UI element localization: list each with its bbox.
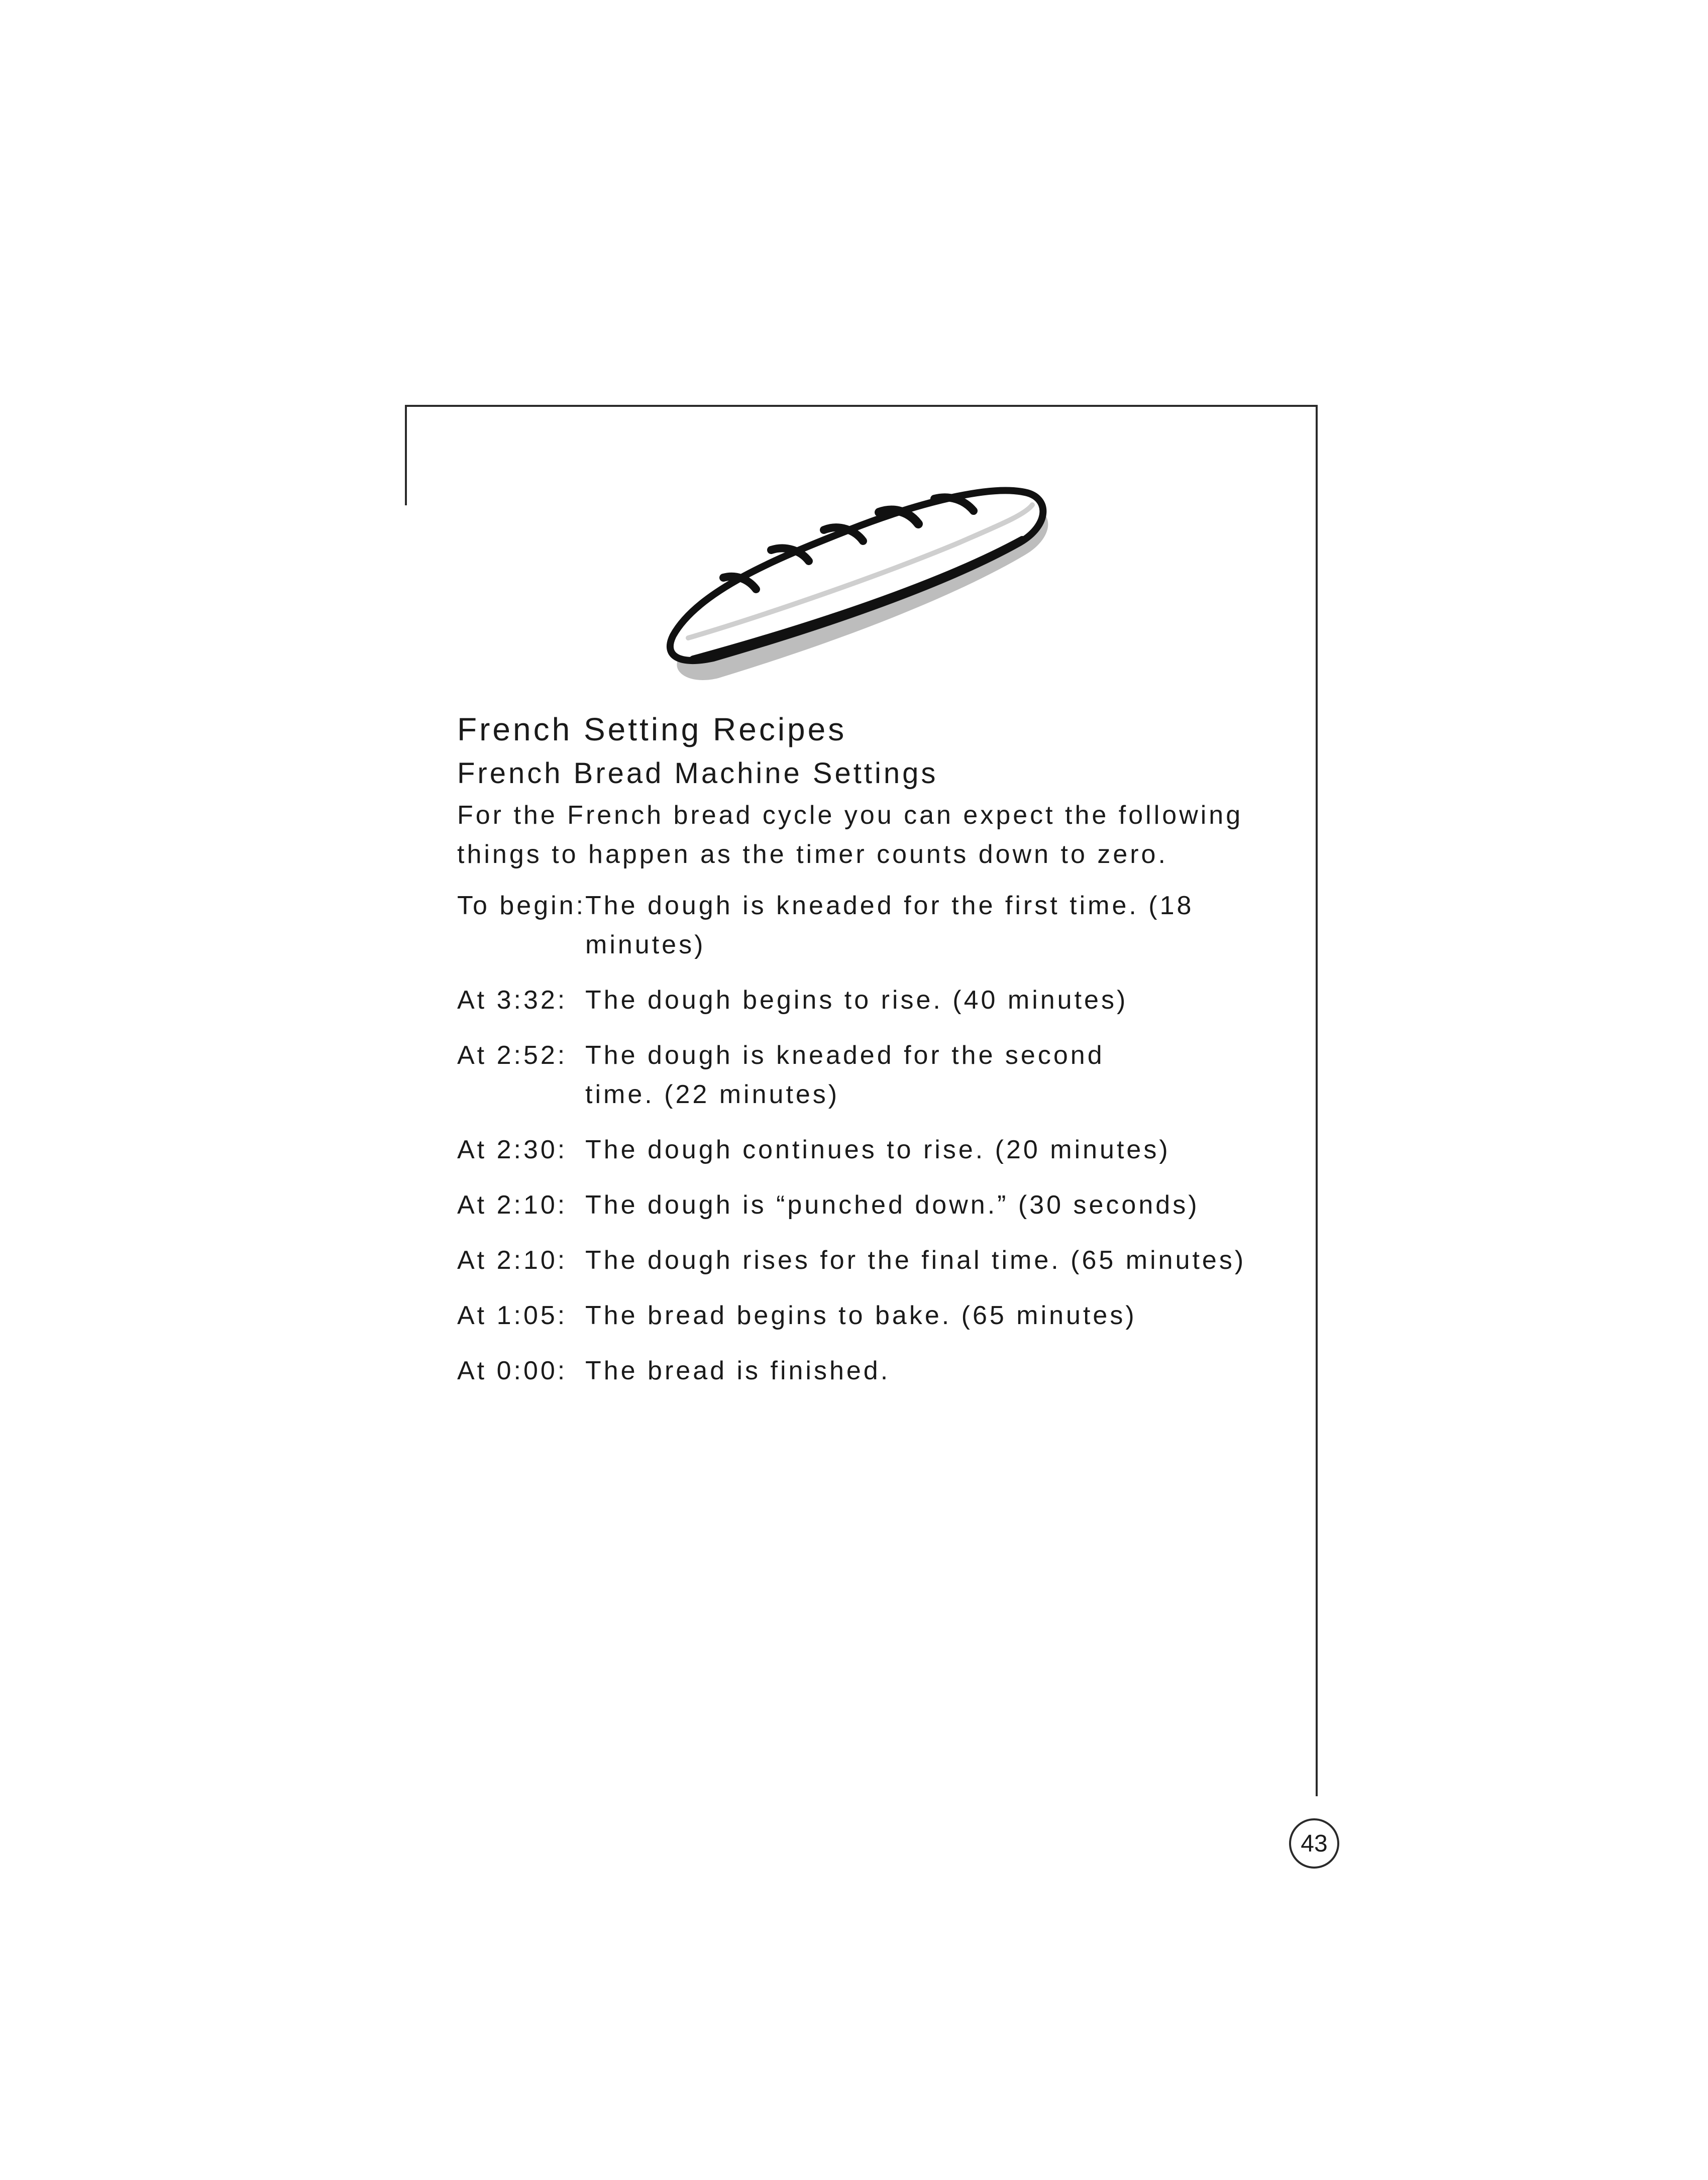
timer-step	[457, 1351, 1311, 1390]
step-time: At 2:10:	[457, 1190, 568, 1220]
intro-paragraph: For the French bread cycle you can expect the following things to happen as the timer counts down to zero.	[457, 801, 1243, 869]
section-subtitle: French Bread Machine Settings	[457, 757, 938, 790]
timer-steps-list	[457, 886, 1311, 1390]
baguette-icon	[658, 455, 1060, 691]
timer-step	[457, 1296, 1311, 1335]
frame-right-rule	[1316, 405, 1318, 1796]
timer-step	[457, 980, 1311, 1020]
recipe-section	[457, 708, 1311, 1406]
step-time: At 0:00:	[457, 1356, 568, 1385]
timer-step	[457, 1130, 1311, 1169]
page-number: 43	[1289, 1818, 1339, 1869]
step-description: The dough rises for the final time. (65 minutes)	[585, 1246, 1246, 1275]
timer-step	[457, 1036, 1311, 1114]
step-description: The dough is “punched down.” (30 seconds)	[585, 1190, 1200, 1220]
step-time: To begin:	[457, 891, 586, 920]
step-time: At 1:05:	[457, 1301, 568, 1330]
step-time: At 2:30:	[457, 1135, 568, 1164]
section-title: French Setting Recipes	[457, 711, 847, 747]
timer-step	[457, 1185, 1311, 1225]
step-description: The dough is kneaded for the first time. (18 minutes)	[585, 891, 1194, 959]
timer-step	[457, 886, 1311, 964]
step-time: At 2:10:	[457, 1246, 568, 1275]
step-description: The dough is kneaded for the second time. (22 minutes)	[585, 1041, 1105, 1109]
timer-step	[457, 1241, 1311, 1280]
step-description: The dough begins to rise. (40 minutes)	[585, 986, 1128, 1015]
step-description: The bread is finished.	[585, 1356, 891, 1385]
step-time: At 3:32:	[457, 986, 568, 1015]
frame-top-rule	[406, 405, 1318, 407]
frame-left-rule	[405, 405, 407, 505]
step-description: The bread begins to bake. (65 minutes)	[585, 1301, 1137, 1330]
step-time: At 2:52:	[457, 1041, 568, 1070]
step-description: The dough continues to rise. (20 minutes)	[585, 1135, 1170, 1164]
